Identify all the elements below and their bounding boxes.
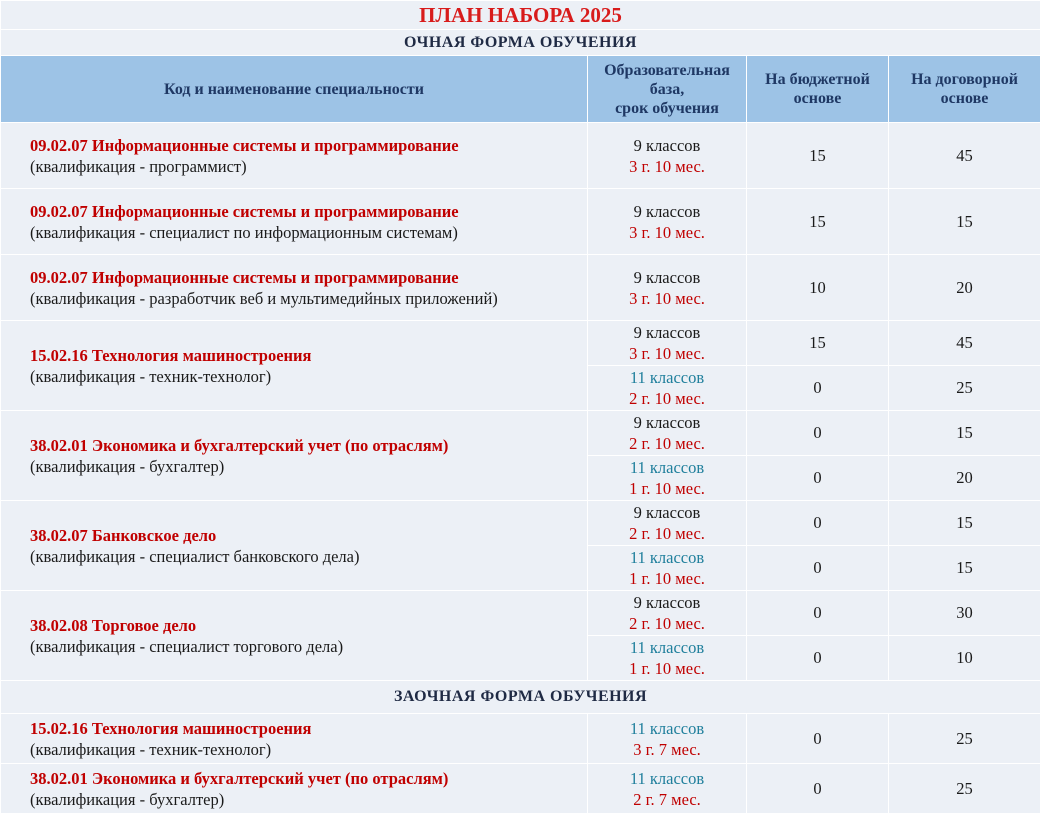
budget-places: 15 [747,189,889,255]
education-base-cell [588,456,747,501]
education-base-level: 11 классов [629,638,705,657]
education-base-level: 9 классов [633,413,701,432]
study-duration: 3 г. 7 мес. [633,739,701,759]
specialty-name: 38.02.01 Экономика и бухгалтерский учет (по отраслям) [30,768,449,788]
specialty-cell [1,189,588,255]
education-base-level: 11 классов [629,548,705,567]
specialty-qualification: (квалификация - специалист торгового дела) [30,636,344,656]
education-base-level: 9 классов [633,267,701,287]
table-row [1,255,1040,321]
study-duration: 2 г. 10 мес. [629,614,705,633]
study-duration: 1 г. 10 мес. [629,569,705,588]
education-base-cell [588,255,747,321]
column-header-budget-line2: основе [793,90,842,107]
education-base-level: 9 классов [633,135,701,155]
contract-places: 25 [889,714,1040,764]
table-row [1,189,1040,255]
specialty-cell [1,123,588,189]
specialty-qualification: (квалификация - бухгалтер) [30,456,225,476]
specialty-name: 15.02.16 Технология машиностроения [30,718,312,738]
contract-places: 45 [889,123,1040,189]
budget-places: 0 [747,591,889,636]
study-duration: 3 г. 10 мес. [629,344,705,363]
table-row [1,591,1040,636]
page-title: ПЛАН НАБОРА 2025 [1,1,1040,30]
specialty-cell [1,714,588,764]
specialty-qualification: (квалификация - техник-технолог) [30,366,272,386]
title-row [1,1,1040,30]
specialty-cell [1,321,588,411]
column-header-specialty: Код и наименование специальности [1,56,588,123]
specialty-qualification: (квалификация - бухгалтер) [30,789,225,809]
specialty-name: 38.02.01 Экономика и бухгалтерский учет (по отраслям) [30,435,449,455]
specialty-cell [1,255,588,321]
study-duration: 3 г. 10 мес. [629,222,705,242]
table-row [1,411,1040,456]
column-header-base-line1: Образовательная [604,61,730,79]
contract-places: 10 [889,636,1040,681]
budget-places: 0 [747,366,889,411]
education-base-cell [588,366,747,411]
education-base-level: 11 классов [629,368,705,387]
specialty-name: 09.02.07 Информационные системы и программирование [30,201,459,221]
education-base-cell [588,189,747,255]
section-row-part-time [1,681,1040,714]
contract-places: 25 [889,764,1040,814]
column-header-contract-line1: На договорной [911,71,1018,88]
specialty-qualification: (квалификация - специалист банковского дела) [30,546,360,566]
study-duration: 1 г. 10 мес. [629,479,705,498]
specialty-name: 38.02.07 Банковское дело [30,525,217,545]
table-row [1,321,1040,366]
specialty-qualification: (квалификация - техник-технолог) [30,739,272,759]
table-row [1,764,1040,814]
specialty-name: 38.02.08 Торговое дело [30,615,197,635]
contract-places: 15 [889,501,1040,546]
study-duration: 2 г. 7 мес. [633,789,701,809]
education-base-cell [588,714,747,764]
budget-places: 0 [747,411,889,456]
study-duration: 1 г. 10 мес. [629,659,705,678]
study-duration: 2 г. 10 мес. [629,434,705,453]
section-title-full-time: ОЧНАЯ ФОРМА ОБУЧЕНИЯ [1,30,1040,56]
education-base-cell [588,764,747,814]
specialty-cell [1,411,588,501]
contract-places: 15 [889,411,1040,456]
budget-places: 10 [747,255,889,321]
table-row [1,714,1040,764]
budget-places: 0 [747,546,889,591]
table-row [1,501,1040,546]
education-base-cell [588,321,747,366]
budget-places: 0 [747,714,889,764]
column-header-budget-line1: На бюджетной [765,71,870,88]
specialty-qualification: (квалификация - программист) [30,156,247,176]
column-header-contract [889,56,1040,123]
education-base-cell [588,123,747,189]
study-duration: 3 г. 10 мес. [629,156,705,176]
specialty-cell [1,591,588,681]
contract-places: 25 [889,366,1040,411]
column-header-base [588,56,747,123]
part-time-rows [1,714,1040,814]
education-base-level: 9 классов [633,201,701,221]
specialty-qualification: (квалификация - разработчик веб и мультимедийных приложений) [30,288,498,308]
education-base-level: 9 классов [633,503,701,522]
budget-places: 0 [747,456,889,501]
contract-places: 20 [889,456,1040,501]
contract-places: 45 [889,321,1040,366]
section-row-full-time [1,30,1040,56]
specialty-name: 09.02.07 Информационные системы и программирование [30,267,459,287]
full-time-rows [1,123,1040,681]
education-base-cell [588,636,747,681]
specialty-name: 09.02.07 Информационные системы и программирование [30,135,459,155]
education-base-level: 9 классов [633,323,701,342]
education-base-level: 11 классов [629,458,705,477]
header-row [1,56,1040,123]
study-duration: 3 г. 10 мес. [629,288,705,308]
contract-places: 15 [889,189,1040,255]
education-base-cell [588,546,747,591]
column-header-base-line3: срок обучения [615,99,719,117]
education-base-level: 11 классов [629,768,705,788]
study-duration: 2 г. 10 мес. [629,524,705,543]
specialty-cell [1,501,588,591]
education-base-level: 9 классов [633,593,701,612]
education-base-cell [588,591,747,636]
contract-places: 30 [889,591,1040,636]
specialty-qualification: (квалификация - специалист по информационным системам) [30,222,458,242]
education-base-cell [588,411,747,456]
education-base-level: 11 классов [629,718,705,738]
contract-places: 20 [889,255,1040,321]
table-row [1,123,1040,189]
study-duration: 2 г. 10 мес. [629,389,705,408]
section-title-part-time: ЗАОЧНАЯ ФОРМА ОБУЧЕНИЯ [1,681,1040,714]
budget-places: 15 [747,321,889,366]
budget-places: 15 [747,123,889,189]
specialty-cell [1,764,588,814]
column-header-budget [747,56,889,123]
budget-places: 0 [747,764,889,814]
column-header-contract-line2: основе [940,90,989,107]
contract-places: 15 [889,546,1040,591]
specialty-name: 15.02.16 Технология машиностроения [30,345,312,365]
budget-places: 0 [747,636,889,681]
budget-places: 0 [747,501,889,546]
column-header-base-line2: база, [649,80,685,98]
education-base-cell [588,501,747,546]
